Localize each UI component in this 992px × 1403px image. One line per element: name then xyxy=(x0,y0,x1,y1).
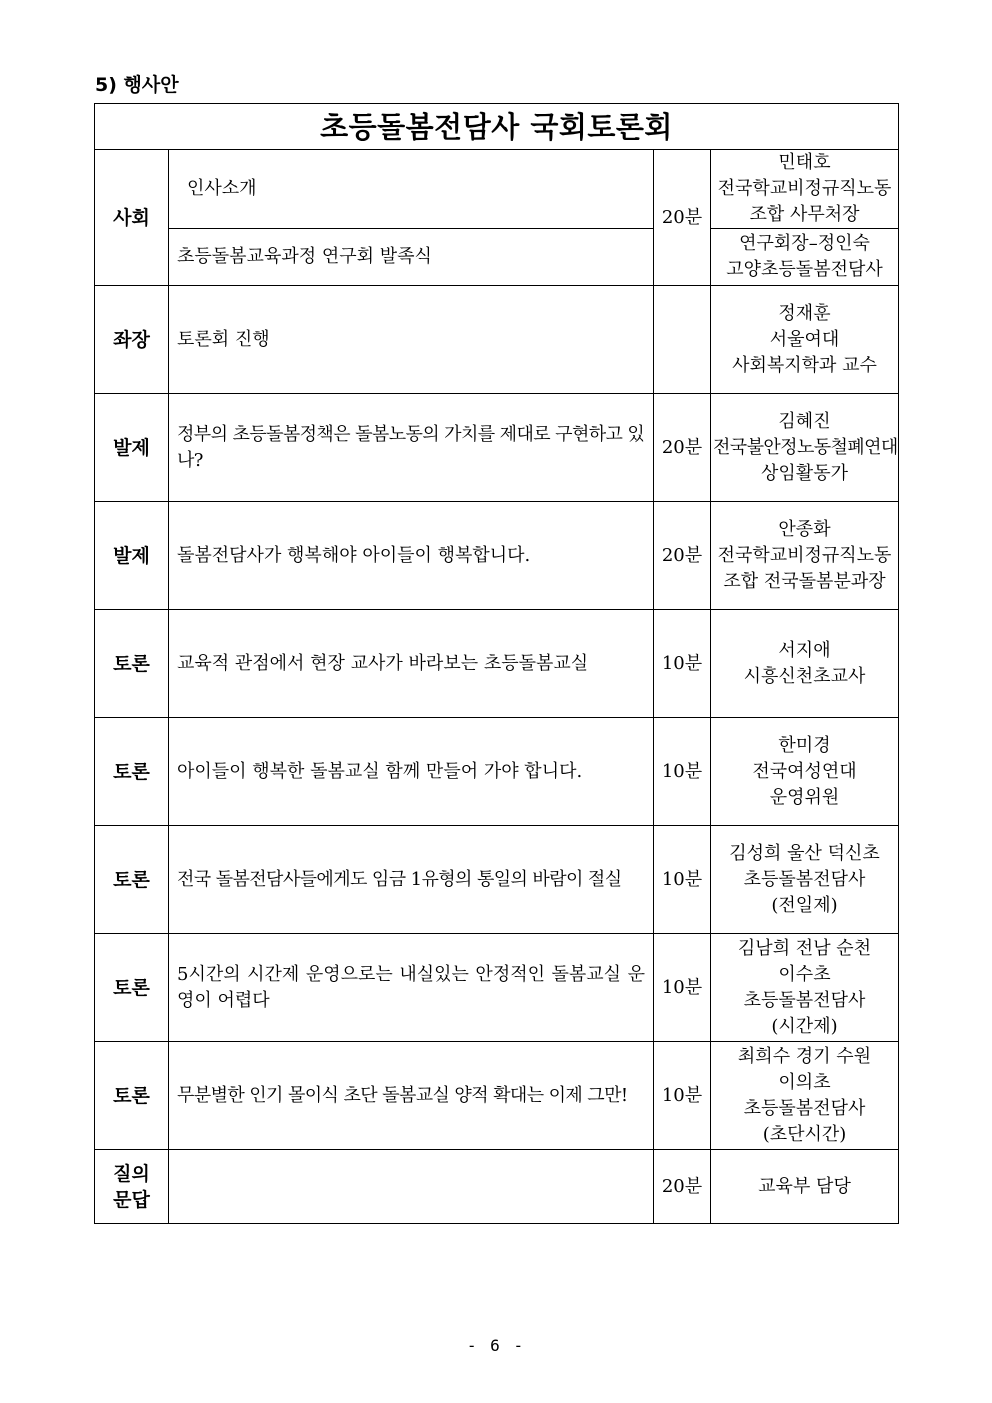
duration-cell: 20분 xyxy=(654,502,711,610)
speaker-cell: 교육부 담당 xyxy=(711,1150,899,1224)
duration-cell: 10분 xyxy=(654,826,711,934)
speaker-cell: 민태호 전국학교비정규직노동 조합 사무처장 xyxy=(711,150,899,229)
speaker-cell: 연구회장–정인숙 고양초등돌봄전담사 xyxy=(711,229,899,286)
duration-cell: 10분 xyxy=(654,610,711,718)
table-row xyxy=(95,1042,899,1150)
topic-cell: 정부의 초등돌봄정책은 돌봄노동의 가치를 제대로 구현하고 있나? xyxy=(169,394,654,502)
speaker-cell: 김혜진 전국불안정노동철폐연대 상임활동가 xyxy=(711,394,899,502)
duration-cell: 20분 xyxy=(654,1150,711,1224)
table-row xyxy=(95,150,899,229)
topic-cell: 아이들이 행복한 돌봄교실 함께 만들어 가야 합니다. xyxy=(169,718,654,826)
speaker-cell: 최희수 경기 수원 이의초 초등돌봄전담사 (초단시간) xyxy=(711,1042,899,1150)
table-row xyxy=(95,394,899,502)
role-cell: 토론 xyxy=(95,826,169,934)
program-table xyxy=(94,103,899,1224)
topic-cell: 토론회 진행 xyxy=(169,286,654,394)
speaker-cell: 정재훈 서울여대 사회복지학과 교수 xyxy=(711,286,899,394)
topic-cell: 초등돌봄교육과정 연구회 발족식 xyxy=(169,229,654,286)
duration-cell: 20분 xyxy=(654,150,711,286)
section-heading: 5) 행사안 xyxy=(95,74,179,96)
role-cell: 발제 xyxy=(95,502,169,610)
topic-cell: 5시간의 시간제 운영으로는 내실있는 안정적인 돌봄교실 운영이 어렵다 xyxy=(169,934,654,1042)
role-cell: 토론 xyxy=(95,610,169,718)
table-row xyxy=(95,934,899,1042)
table-row xyxy=(95,1150,899,1224)
table-row xyxy=(95,286,899,394)
role-cell: 사회 xyxy=(95,150,169,286)
table-row xyxy=(95,610,899,718)
topic-cell: 교육적 관점에서 현장 교사가 바라보는 초등돌봄교실 xyxy=(169,610,654,718)
duration-cell xyxy=(654,286,711,394)
duration-cell: 10분 xyxy=(654,718,711,826)
speaker-cell: 안종화 전국학교비정규직노동 조합 전국돌봄분과장 xyxy=(711,502,899,610)
speaker-cell: 한미경 전국여성연대 운영위원 xyxy=(711,718,899,826)
role-cell: 토론 xyxy=(95,718,169,826)
duration-cell: 10분 xyxy=(654,934,711,1042)
event-title: 초등돌봄전담사 국회토론회 xyxy=(95,104,899,150)
topic-cell: 무분별한 인기 몰이식 초단 돌봄교실 양적 확대는 이제 그만! xyxy=(169,1042,654,1150)
role-cell: 토론 xyxy=(95,1042,169,1150)
topic-cell: 전국 돌봄전담사들에게도 임금 1유형의 통일의 바람이 절실 xyxy=(169,826,654,934)
role-cell: 질의 문답 xyxy=(95,1150,169,1224)
duration-cell: 20분 xyxy=(654,394,711,502)
speaker-cell: 김성희 울산 덕신초 초등돌봄전담사 (전일제) xyxy=(711,826,899,934)
role-cell: 토론 xyxy=(95,934,169,1042)
speaker-cell: 서지애 시흥신천초교사 xyxy=(711,610,899,718)
table-row xyxy=(95,502,899,610)
speaker-cell: 김남희 전남 순천 이수초 초등돌봄전담사 (시간제) xyxy=(711,934,899,1042)
role-cell: 좌장 xyxy=(95,286,169,394)
table-row xyxy=(95,826,899,934)
table-row xyxy=(95,229,899,286)
topic-cell: 인사소개 xyxy=(169,150,654,229)
page-number: - 6 - xyxy=(466,1336,526,1355)
topic-cell: 돌봄전담사가 행복해야 아이들이 행복합니다. xyxy=(169,502,654,610)
duration-cell: 10분 xyxy=(654,1042,711,1150)
role-cell: 발제 xyxy=(95,394,169,502)
topic-cell xyxy=(169,1150,654,1224)
table-row xyxy=(95,718,899,826)
